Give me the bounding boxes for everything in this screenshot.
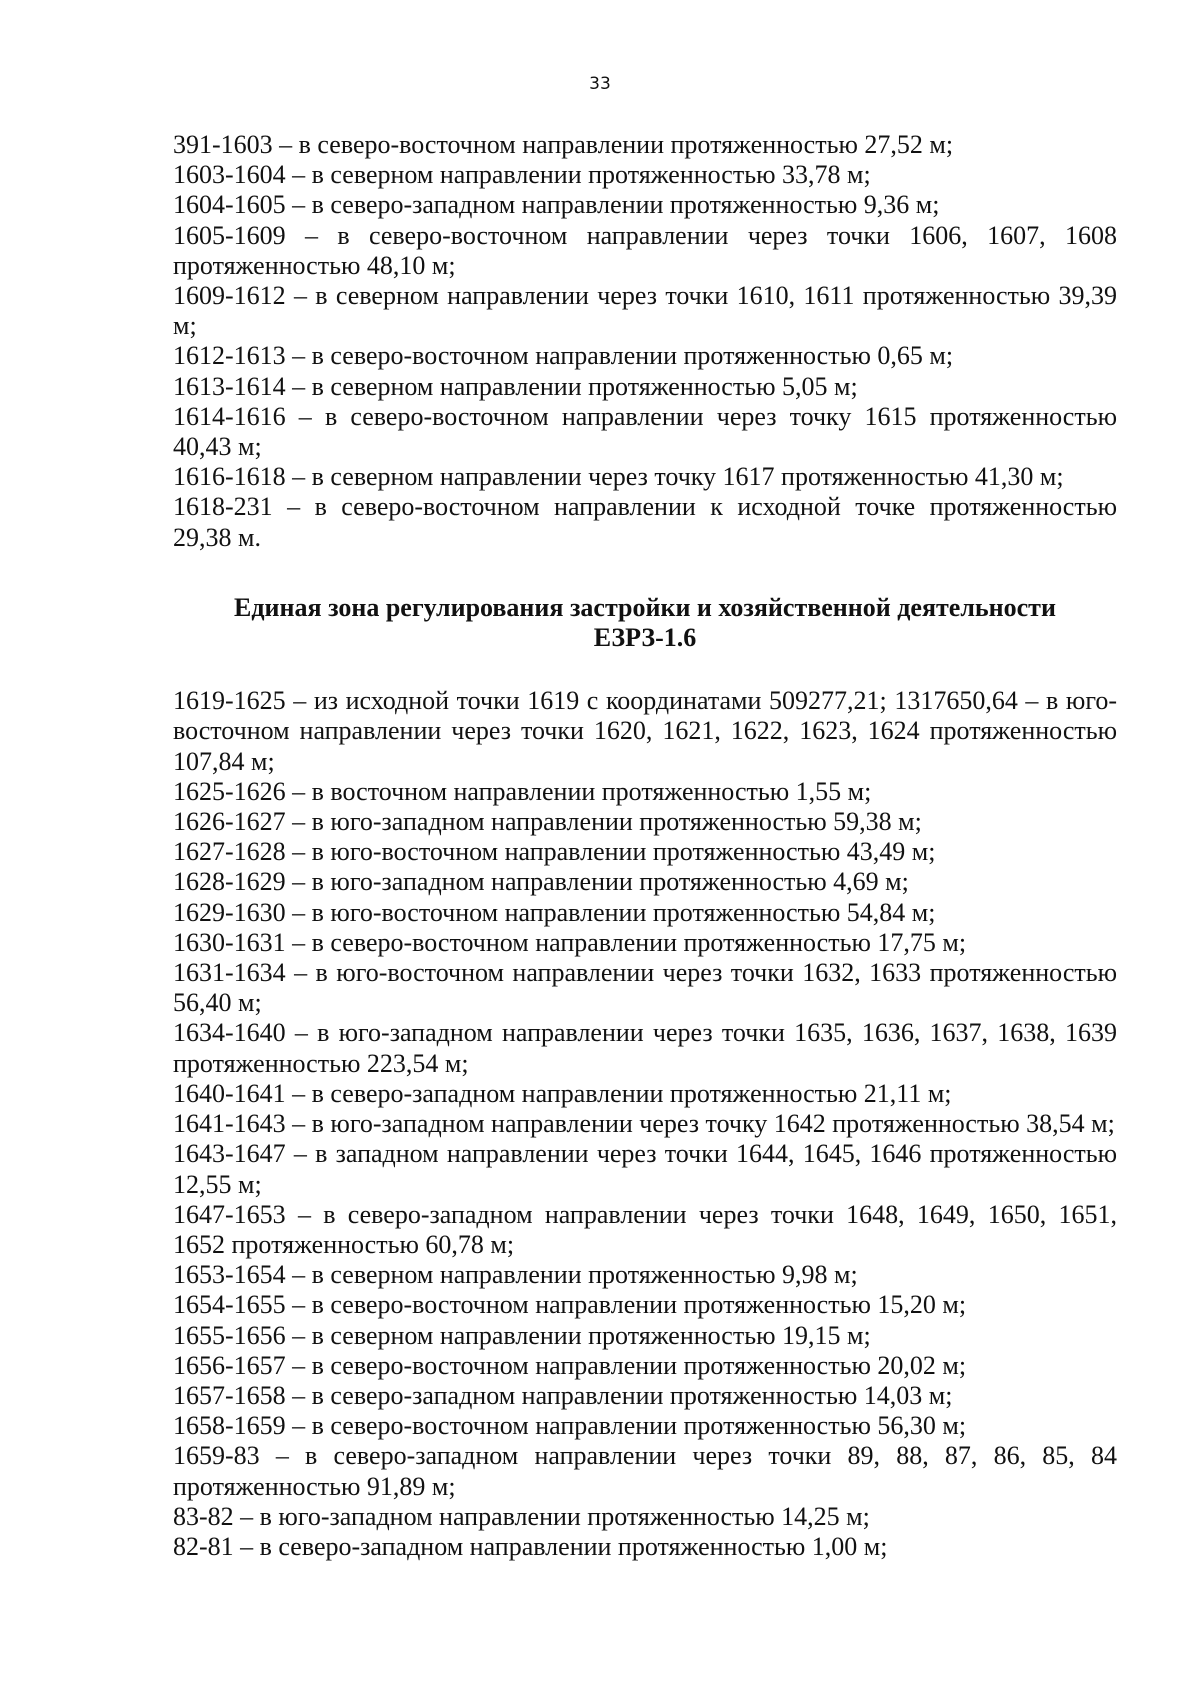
segment-line: 1618-231 – в северо-восточном направлении к исходной точке протяженностью 29,38 м. xyxy=(173,492,1117,552)
segment-line: 1653-1654 – в северном направлении протяженностью 9,98 м; xyxy=(173,1260,858,1290)
segment-line: 1619-1625 – из исходной точки 1619 с координатами 509277,21; 1317650,64 – в юго-восточном направлении через точки 1620, 1621, 1622, 1623, 1624 протяженностью 107,84 м; xyxy=(173,686,1117,776)
segment-line: 1657-1658 – в северо-западном направлении протяженностью 14,03 м; xyxy=(173,1380,953,1410)
segment-line: 1628-1629 – в юго-западном направлении протяженностью 4,69 м; xyxy=(173,867,909,897)
segment-line: 1629-1630 – в юго-восточном направлении протяженностью 54,84 м; xyxy=(173,897,936,927)
segment-line: 1634-1640 – в юго-западном направлении через точки 1635, 1636, 1637, 1638, 1639 протяженностью 223,54 м; xyxy=(173,1018,1117,1078)
segment-line: 1643-1647 – в западном направлении через точки 1644, 1645, 1646 протяженностью 12,55 м; xyxy=(173,1139,1117,1199)
segment-line: 1647-1653 – в северо-западном направлении через точки 1648, 1649, 1650, 1651, 1652 протяженностью 60,78 м; xyxy=(173,1199,1117,1259)
segment-line: 1605-1609 – в северо-восточном направлении через точки 1606, 1607, 1608 протяженностью 48,10 м; xyxy=(173,220,1117,280)
segment-line: 1614-1616 – в северо-восточном направлении через точку 1615 протяженностью 40,43 м; xyxy=(173,401,1117,462)
zone-heading xyxy=(173,593,1117,653)
segment-line: 83-82 – в юго-западном направлении протяженностью 14,25 м; xyxy=(173,1501,870,1531)
zone-heading-code: ЕЗРЗ-1.6 xyxy=(593,623,697,653)
segment-line: 1630-1631 – в северо-восточном направлении протяженностью 17,75 м; xyxy=(173,927,967,957)
segment-line: 1658-1659 – в северо-восточном направлении протяженностью 56,30 м; xyxy=(173,1411,967,1441)
segment-line: 391-1603 – в северо-восточном направлении протяженностью 27,52 м; xyxy=(173,130,954,159)
segment-list-section2 xyxy=(173,686,1117,1562)
segment-line: 1641-1643 – в юго-западном направлении через точку 1642 протяженностью 38,54 м; xyxy=(173,1109,1115,1139)
segment-line: 1631-1634 – в юго-восточном направлении через точки 1632, 1633 протяженностью 56,40 м; xyxy=(173,958,1117,1018)
segment-line: 1613-1614 – в северном направлении протяженностью 5,05 м; xyxy=(173,371,858,401)
segment-line: 1625-1626 – в восточном направлении протяженностью 1,55 м; xyxy=(173,776,872,806)
segment-line: 1627-1628 – в юго-восточном направлении протяженностью 43,49 м; xyxy=(173,837,936,867)
segment-line: 1612-1613 – в северо-восточном направлении протяженностью 0,65 м; xyxy=(173,341,954,371)
zone-heading-title: Единая зона регулирования застройки и хозяйственной деятельности xyxy=(234,592,1056,622)
segment-line: 1603-1604 – в северном направлении протяженностью 33,78 м; xyxy=(173,160,871,190)
page-number: 33 xyxy=(589,74,611,94)
segment-line: 1640-1641 – в северо-западном направлении протяженностью 21,11 м; xyxy=(173,1078,952,1108)
segment-line: 1656-1657 – в северо-восточном направлении протяженностью 20,02 м; xyxy=(173,1350,967,1380)
segment-line: 1655-1656 – в северном направлении протяженностью 19,15 м; xyxy=(173,1320,871,1350)
segment-line: 1604-1605 – в северо-западном направлении протяженностью 9,36 м; xyxy=(173,190,940,220)
segment-line: 1654-1655 – в северо-восточном направлении протяженностью 15,20 м; xyxy=(173,1290,967,1320)
document-body xyxy=(173,130,1117,1562)
segment-list-section1 xyxy=(173,130,1117,553)
segment-line: 1659-83 – в северо-западном направлении через точки 89, 88, 87, 86, 85, 84 протяженностью 91,89 м; xyxy=(173,1441,1117,1501)
segment-line: 1626-1627 – в юго-западном направлении протяженностью 59,38 м; xyxy=(173,807,922,837)
segment-line: 82-81 – в северо-западном направлении протяженностью 1,00 м; xyxy=(173,1531,888,1561)
segment-line: 1616-1618 – в северном направлении через точку 1617 протяженностью 41,30 м; xyxy=(173,462,1064,492)
segment-line: 1609-1612 – в северном направлении через точки 1610, 1611 протяженностью 39,39 м; xyxy=(173,281,1117,341)
